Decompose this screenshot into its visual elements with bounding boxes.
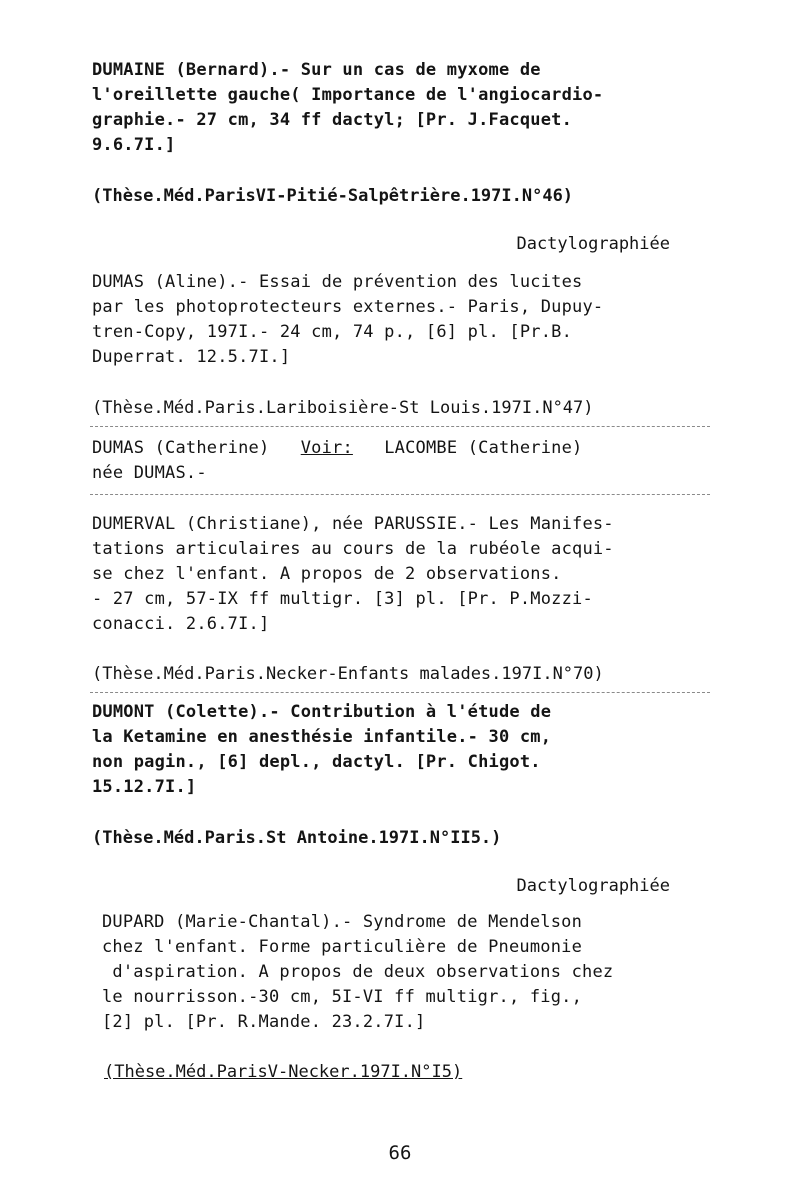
entry-line: Duperrat. 12.5.7I.] [92, 347, 291, 367]
cross-reference-target: LACOMBE (Catherine) [384, 438, 583, 458]
entry-line: graphie.- 27 cm, 34 ff dactyl; [Pr. J.Facquet. [92, 110, 573, 130]
entry-line: - 27 cm, 57-IX ff multigr. [3] pl. [Pr. P.Mozzi- [92, 589, 593, 609]
thesis-reference: (Thèse.Méd.Paris.St Antoine.197I.N°II5.) [92, 828, 502, 848]
entry-line: par les photoprotecteurs externes.- Paris, Dupuy- [92, 297, 604, 317]
entry-dumas-catherine [92, 436, 732, 486]
entry-name: DUMAS (Catherine) [92, 438, 270, 458]
divider [90, 692, 710, 693]
divider [90, 426, 710, 427]
typed-note: Dactylographiée [516, 876, 670, 896]
entry-line: tations articulaires au cours de la rubéole acqui- [92, 539, 614, 559]
entry-line: se chez l'enfant. A propos de 2 observations. [92, 564, 562, 584]
thesis-reference: (Thèse.Méd.ParisVI-Pitié-Salpêtrière.197I.N°46) [92, 186, 574, 206]
entry-line: née DUMAS.- [92, 463, 207, 483]
thesis-reference: (Thèse.Méd.ParisV-Necker.197I.N°I5) [104, 1062, 463, 1082]
thesis-reference: (Thèse.Méd.Paris.Necker-Enfants malades.197I.N°70) [92, 664, 604, 684]
entry-line: chez l'enfant. Forme particulière de Pneumonie [102, 937, 583, 957]
entry-line [92, 436, 732, 461]
entry-line: tren-Copy, 197I.- 24 cm, 74 p., [6] pl. [Pr.B. [92, 322, 573, 342]
entry-line: conacci. 2.6.7I.] [92, 614, 270, 634]
entry-line: le nourrisson.-30 cm, 5I-VI ff multigr., fig., [102, 987, 583, 1007]
thesis-reference: (Thèse.Méd.Paris.Lariboisière-St Louis.197I.N°47) [92, 398, 594, 418]
divider [90, 494, 710, 495]
entry-line: d'aspiration. A propos de deux observations chez [102, 962, 614, 982]
entry-line: [2] pl. [Pr. R.Mande. 23.2.7I.] [102, 1012, 426, 1032]
entry-line: DUMAS (Aline).- Essai de prévention des lucites [92, 272, 583, 292]
typed-note: Dactylographiée [516, 234, 670, 254]
entry-dupard [102, 910, 742, 1035]
entry-dumerval [92, 512, 732, 637]
entry-line: DUMAINE (Bernard).- Sur un cas de myxome de [92, 60, 541, 80]
entry-dumas-aline [92, 270, 732, 370]
entry-line: DUMERVAL (Christiane), née PARUSSIE.- Les Manifes- [92, 514, 614, 534]
page-number: 66 [388, 1142, 412, 1164]
entry-line: 15.12.7I.] [92, 777, 197, 797]
entry-dumont [92, 700, 732, 800]
entry-line: non pagin., [6] depl., dactyl. [Pr. Chigot. [92, 752, 541, 772]
entry-line: 9.6.7I.] [92, 135, 176, 155]
entry-line: l'oreillette gauche( Importance de l'angiocardio- [92, 85, 604, 105]
entry-line: DUPARD (Marie-Chantal).- Syndrome de Mendelson [102, 912, 583, 932]
entry-dumaine [92, 58, 732, 158]
entry-line: DUMONT (Colette).- Contribution à l'étude de [92, 702, 552, 722]
entry-line: la Ketamine en anesthésie infantile.- 30 cm, [92, 727, 552, 747]
voir-label: Voir: [300, 438, 353, 458]
